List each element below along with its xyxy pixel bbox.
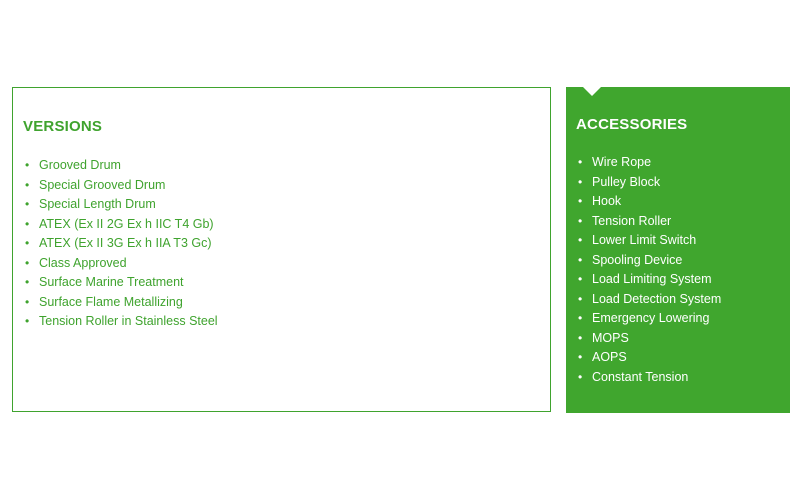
versions-panel <box>12 87 551 412</box>
bullet-dot-icon: • <box>578 311 583 325</box>
bullet-dot-icon: • <box>25 177 30 192</box>
accessory-item-label: Load Limiting System <box>592 272 712 286</box>
version-item-label: Surface Flame Metallizing <box>39 294 183 309</box>
list-item <box>578 231 721 251</box>
accessory-item-label: Spooling Device <box>592 252 683 267</box>
bullet-dot-icon: • <box>578 272 583 286</box>
accessory-item-label: AOPS <box>592 350 627 364</box>
accessories-list <box>578 153 722 387</box>
versions-title: VERSIONS <box>23 118 103 135</box>
bullet-dot-icon: • <box>578 350 583 364</box>
accessory-item-label: Emergency Lowering <box>592 311 710 325</box>
versions-list <box>25 156 218 332</box>
accessory-item-label: Lower Limit Switch <box>592 233 697 247</box>
bullet-dot-icon: • <box>25 197 30 211</box>
bullet-dot-icon: • <box>25 275 30 289</box>
bullet-dot-icon: • <box>25 255 30 270</box>
bullet-dot-icon: • <box>578 369 583 384</box>
accessory-item-label: Tension Roller <box>592 213 672 228</box>
list-item <box>578 173 721 193</box>
bullet-dot-icon: • <box>25 216 30 231</box>
bullet-dot-icon: • <box>578 330 583 345</box>
list-item <box>578 251 721 271</box>
list-item <box>578 348 721 368</box>
bullet-dot-icon: • <box>25 294 30 309</box>
bullet-dot-icon: • <box>578 194 583 208</box>
bullet-dot-icon: • <box>578 252 583 267</box>
list-item <box>578 329 721 349</box>
accessory-item-label: Constant Tension <box>592 369 689 384</box>
list-item <box>25 195 218 215</box>
list-item <box>578 309 721 329</box>
list-item <box>578 290 722 310</box>
list-item <box>578 153 721 173</box>
list-item <box>25 176 218 196</box>
list-item <box>25 215 218 235</box>
version-item-label: Tension Roller in Stainless Steel <box>39 314 218 328</box>
accessories-title: ACCESSORIES <box>576 116 688 133</box>
list-item <box>25 254 218 274</box>
list-item <box>25 293 218 313</box>
list-item <box>578 212 721 232</box>
bullet-dot-icon: • <box>578 155 583 169</box>
bullet-dot-icon: • <box>578 291 583 306</box>
list-item <box>25 156 218 176</box>
bullet-dot-icon: • <box>578 174 583 189</box>
accessories-panel <box>566 87 790 413</box>
list-item <box>578 192 721 212</box>
version-item-label: Class Approved <box>39 255 127 270</box>
accessory-item-label: Pulley Block <box>592 174 661 189</box>
notch-indicator-icon <box>582 86 602 96</box>
list-item <box>25 273 218 293</box>
version-item-label: Special Grooved Drum <box>39 177 166 192</box>
bullet-dot-icon: • <box>25 314 30 328</box>
bullet-dot-icon: • <box>25 236 30 250</box>
accessory-item-label: Load Detection System <box>592 291 722 306</box>
bullet-dot-icon: • <box>25 158 30 172</box>
list-item <box>25 234 218 254</box>
version-item-label: Special Length Drum <box>39 197 156 211</box>
accessory-item-label: Hook <box>592 194 622 208</box>
list-item <box>578 270 721 290</box>
list-item <box>578 368 721 388</box>
version-item-label: Surface Marine Treatment <box>39 275 184 289</box>
version-item-label: ATEX (Ex II 2G Ex h IIC T4 Gb) <box>39 216 214 231</box>
list-item <box>25 312 218 332</box>
accessory-item-label: MOPS <box>592 330 629 345</box>
bullet-dot-icon: • <box>578 233 583 247</box>
accessory-item-label: Wire Rope <box>592 155 652 169</box>
version-item-label: Grooved Drum <box>39 158 121 172</box>
bullet-dot-icon: • <box>578 213 583 228</box>
version-item-label: ATEX (Ex II 3G Ex h IIA T3 Gc) <box>39 236 212 250</box>
